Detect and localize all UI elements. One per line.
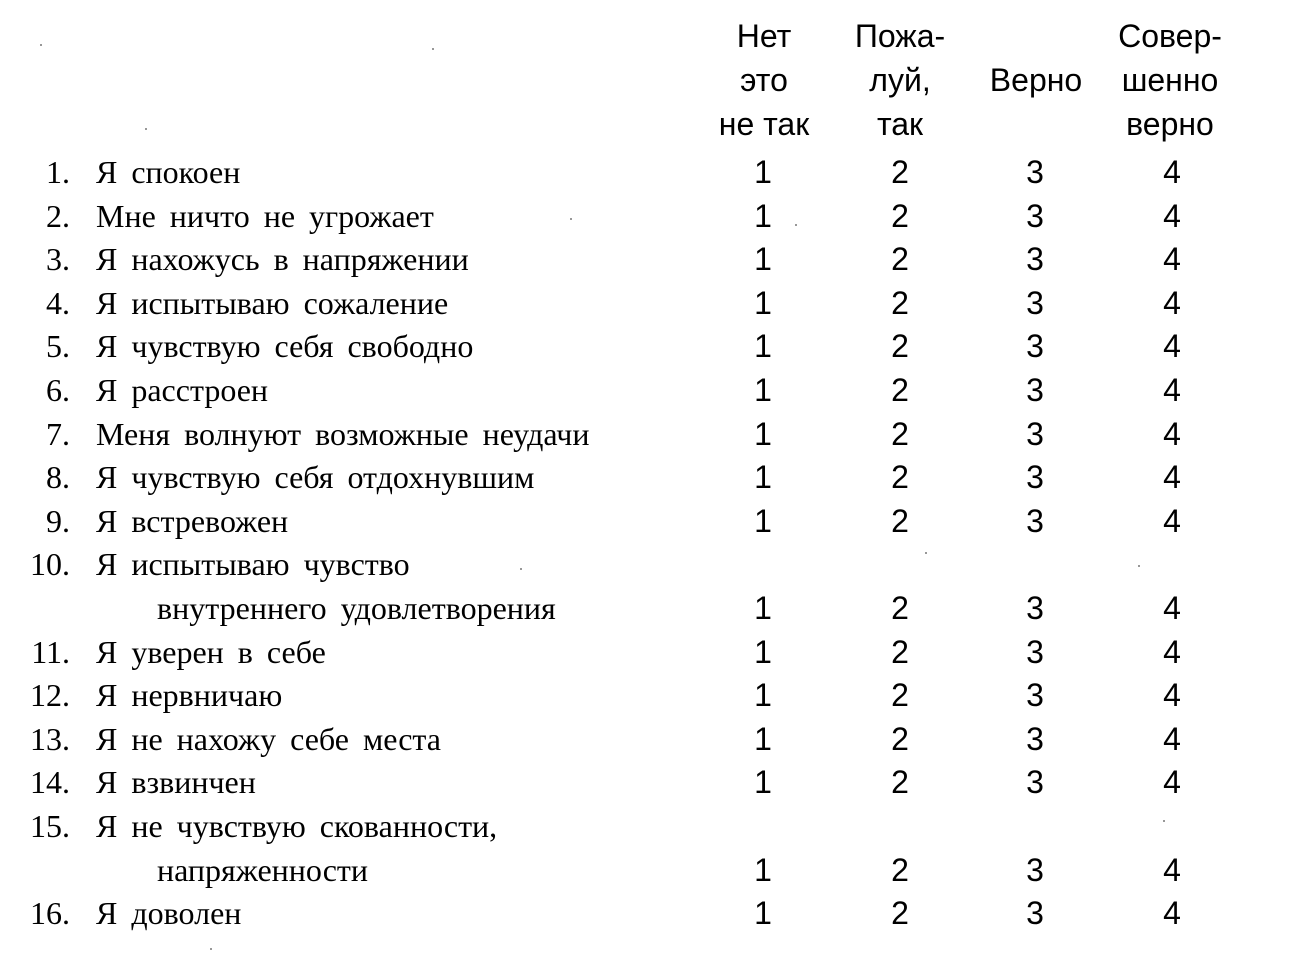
item-text: Мне ничто не угрожает <box>96 197 434 234</box>
score-option-4[interactable]: 4 <box>1163 197 1181 234</box>
score-option-1[interactable]: 1 <box>754 372 772 408</box>
item-number: 14. <box>30 764 70 801</box>
item-number: 16. <box>30 895 70 932</box>
list-item <box>0 804 1289 891</box>
score-option-1[interactable]: 1 <box>754 589 772 626</box>
column-header-line: шенно <box>1121 62 1219 98</box>
column-header-line: Пожа- <box>854 18 946 54</box>
list-item <box>0 281 1289 325</box>
score-option-3[interactable]: 3 <box>1026 589 1044 626</box>
column-header-no <box>694 14 834 146</box>
list-item <box>0 542 1289 629</box>
score-option-2[interactable]: 2 <box>891 589 909 626</box>
item-text: Я расстроен <box>96 372 269 408</box>
item-number: 3. <box>46 241 70 278</box>
item-number: 9. <box>46 502 70 539</box>
list-item <box>0 760 1289 804</box>
score-option-4[interactable]: 4 <box>1163 415 1181 452</box>
score-option-4[interactable]: 4 <box>1163 502 1181 539</box>
score-option-2[interactable]: 2 <box>891 284 909 321</box>
score-option-4[interactable]: 4 <box>1163 154 1181 190</box>
list-item <box>0 455 1289 499</box>
score-option-1[interactable]: 1 <box>754 633 772 670</box>
score-option-1[interactable]: 1 <box>754 328 772 365</box>
score-option-3[interactable]: 3 <box>1026 459 1044 496</box>
score-option-3[interactable]: 3 <box>1026 502 1044 539</box>
item-number: 13. <box>30 720 70 757</box>
score-option-4[interactable]: 4 <box>1163 677 1181 714</box>
score-option-1[interactable]: 1 <box>754 502 772 539</box>
score-option-1[interactable]: 1 <box>754 415 772 452</box>
list-item <box>0 324 1289 368</box>
score-option-2[interactable]: 2 <box>891 197 909 234</box>
column-header-true <box>966 58 1106 102</box>
list-item <box>0 499 1289 543</box>
score-option-4[interactable]: 4 <box>1163 459 1181 496</box>
scan-speck <box>40 44 42 46</box>
score-option-4[interactable]: 4 <box>1163 764 1181 801</box>
score-option-2[interactable]: 2 <box>891 241 909 278</box>
list-item <box>0 673 1289 717</box>
scan-speck <box>145 128 147 130</box>
column-header-line: луй, <box>869 62 931 98</box>
item-number: 4. <box>46 284 70 321</box>
item-text: Я спокоен <box>96 154 241 190</box>
scan-speck <box>520 568 522 570</box>
score-option-2[interactable]: 2 <box>891 328 909 365</box>
scan-speck <box>795 224 797 226</box>
score-option-1[interactable]: 1 <box>754 197 772 234</box>
item-text: Я уверен в себе <box>96 633 326 670</box>
item-text-continuation: напряженности <box>157 851 368 888</box>
scan-speck <box>432 48 434 50</box>
score-option-3[interactable]: 3 <box>1026 677 1044 714</box>
column-header-line: верно <box>1126 106 1214 142</box>
list-item <box>0 150 1289 194</box>
item-text: Меня волнуют возможные неудачи <box>96 415 590 452</box>
score-option-3[interactable]: 3 <box>1026 633 1044 670</box>
column-header-line: Совер- <box>1118 18 1222 54</box>
item-number: 15. <box>30 808 70 844</box>
item-number: 1. <box>46 154 70 190</box>
scan-speck <box>210 948 212 950</box>
score-option-4[interactable]: 4 <box>1163 241 1181 278</box>
score-option-1[interactable]: 1 <box>754 677 772 714</box>
item-number: 5. <box>46 328 70 365</box>
score-option-1[interactable]: 1 <box>754 459 772 496</box>
score-option-1[interactable]: 1 <box>754 284 772 321</box>
score-option-2[interactable]: 2 <box>891 415 909 452</box>
score-option-2[interactable]: 2 <box>891 459 909 496</box>
score-option-3[interactable]: 3 <box>1026 720 1044 757</box>
score-option-3[interactable]: 3 <box>1026 241 1044 278</box>
score-option-2[interactable]: 2 <box>891 764 909 801</box>
score-option-2[interactable]: 2 <box>891 895 909 932</box>
item-text: Я не нахожу себе места <box>96 720 441 757</box>
score-option-1[interactable]: 1 <box>754 720 772 757</box>
score-option-3[interactable]: 3 <box>1026 851 1044 888</box>
score-option-3[interactable]: 3 <box>1026 895 1044 932</box>
item-text: Я испытываю сожаление <box>96 284 449 321</box>
list-item <box>0 891 1289 935</box>
score-option-2[interactable]: 2 <box>891 502 909 539</box>
item-text: Я чувствую себя отдохнувшим <box>96 459 535 496</box>
score-option-3[interactable]: 3 <box>1026 372 1044 408</box>
score-option-4[interactable]: 4 <box>1163 284 1181 321</box>
item-number: 11. <box>31 633 70 670</box>
item-text: Я доволен <box>96 895 242 932</box>
score-option-3[interactable]: 3 <box>1026 154 1044 190</box>
scan-speck <box>1138 565 1140 567</box>
item-text: Я встревожен <box>96 502 289 539</box>
column-header-line: Нет <box>736 18 792 54</box>
item-text: Я испытываю чувство <box>96 546 410 583</box>
item-text: Я взвинчен <box>96 764 256 801</box>
column-header-line: это <box>740 62 788 98</box>
score-option-1[interactable]: 1 <box>754 241 772 278</box>
score-option-4[interactable]: 4 <box>1163 589 1181 626</box>
column-header-line: не так <box>718 106 810 142</box>
score-option-3[interactable]: 3 <box>1026 415 1044 452</box>
score-option-1[interactable]: 1 <box>754 895 772 932</box>
list-item <box>0 368 1289 412</box>
score-option-4[interactable]: 4 <box>1163 851 1181 888</box>
score-option-2[interactable]: 2 <box>891 851 909 888</box>
item-number: 2. <box>46 197 70 234</box>
score-option-1[interactable]: 1 <box>754 154 772 190</box>
item-text: Я нахожусь в напряжении <box>96 241 469 278</box>
score-option-2[interactable]: 2 <box>891 720 909 757</box>
column-header-completely-true <box>1100 14 1240 146</box>
item-number: 6. <box>46 372 70 408</box>
score-option-1[interactable]: 1 <box>754 764 772 801</box>
score-option-3[interactable]: 3 <box>1026 197 1044 234</box>
item-number: 12. <box>30 677 70 714</box>
scan-speck <box>925 552 927 554</box>
score-option-2[interactable]: 2 <box>891 633 909 670</box>
score-option-4[interactable]: 4 <box>1163 895 1181 932</box>
list-item <box>0 630 1289 674</box>
score-option-4[interactable]: 4 <box>1163 633 1181 670</box>
score-option-3[interactable]: 3 <box>1026 284 1044 321</box>
score-option-3[interactable]: 3 <box>1026 764 1044 801</box>
score-option-2[interactable]: 2 <box>891 372 909 408</box>
score-option-2[interactable]: 2 <box>891 677 909 714</box>
score-option-3[interactable]: 3 <box>1026 328 1044 365</box>
scan-speck <box>570 218 572 220</box>
item-text-continuation: внутреннего удовлетворения <box>157 589 556 626</box>
score-option-4[interactable]: 4 <box>1163 720 1181 757</box>
score-option-2[interactable]: 2 <box>891 154 909 190</box>
column-header-perhaps <box>830 14 970 146</box>
column-header-line: Верно <box>989 62 1083 98</box>
list-item <box>0 237 1289 281</box>
item-number: 10. <box>30 546 70 583</box>
column-header-line: так <box>876 106 924 142</box>
list-item <box>0 194 1289 238</box>
scan-speck <box>1163 820 1165 822</box>
item-text: Я чувствую себя свободно <box>96 328 474 365</box>
score-option-4[interactable]: 4 <box>1163 372 1181 408</box>
score-option-1[interactable]: 1 <box>754 851 772 888</box>
list-item <box>0 412 1289 456</box>
score-option-4[interactable]: 4 <box>1163 328 1181 365</box>
item-number: 8. <box>46 459 70 496</box>
item-number: 7. <box>46 415 70 452</box>
list-item <box>0 717 1289 761</box>
item-text: Я не чувствую скованности, <box>96 808 498 844</box>
item-text: Я нервничаю <box>96 677 283 714</box>
